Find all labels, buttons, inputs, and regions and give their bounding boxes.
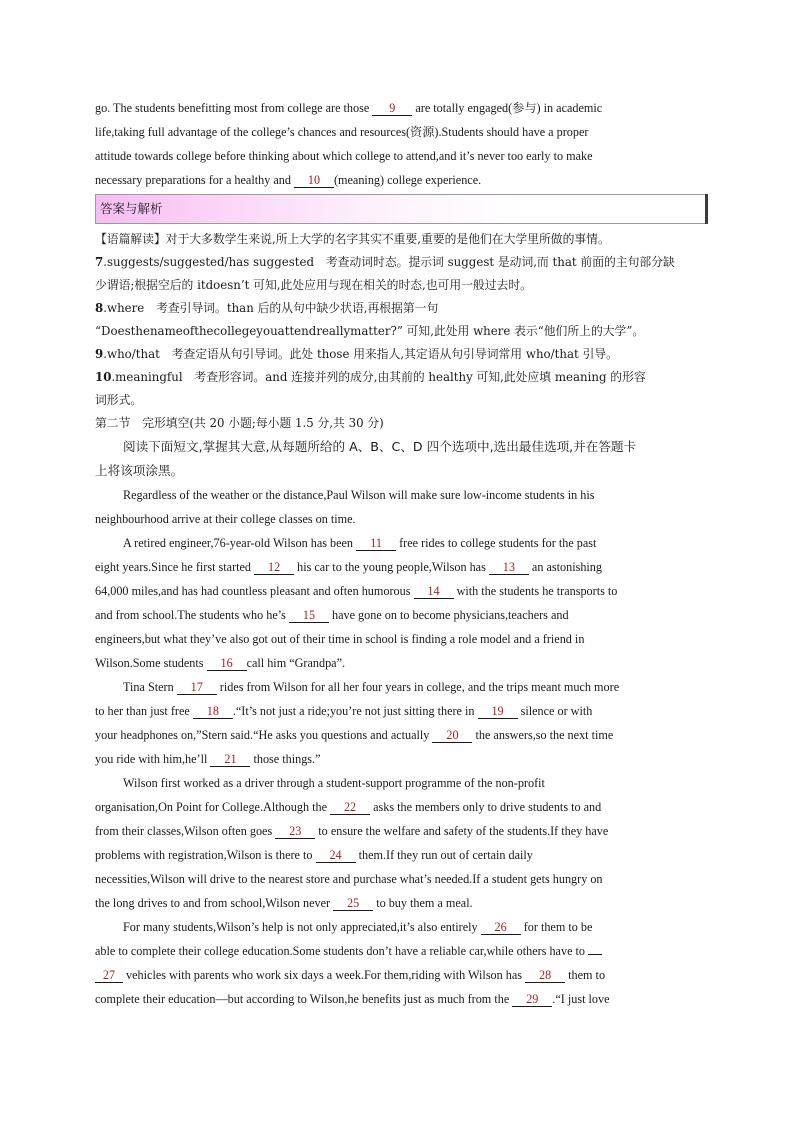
answer-blank-20: 20 (432, 728, 472, 743)
section-2-title: 第二节 完形填空(共 20 小题;每小题 1.5 分,共 30 分) (95, 416, 384, 430)
answer-blank-10: 10 (294, 173, 334, 188)
answer-8-cont: “Doesthenameofthecollegeyouattendreallymatter?” 可知,此处用 where 表示“他们所上的大学”。 (95, 324, 645, 338)
text-line: Regardless of the weather or the distance,Paul Wilson will make sure low-income students in his (123, 488, 595, 502)
answer-blank-24: 24 (316, 848, 356, 863)
section-header-label: 答案与解析 (100, 201, 163, 216)
text-line: and from school.The students who he’s 15 have gone on to become physicians,teachers and (95, 608, 569, 622)
answer-blank-28: 28 (525, 968, 565, 983)
directions-line: 上将该项涂黑。 (95, 463, 184, 478)
answer-blank-12: 12 (254, 560, 294, 575)
cloze-passage (95, 483, 707, 1011)
text-line: neighbourhood arrive at their college classes on time. (95, 512, 356, 526)
answer-10-cont: 词形式。 (95, 393, 143, 407)
answer-blank-15: 15 (289, 608, 329, 623)
answer-blank-19: 19 (478, 704, 518, 719)
answer-blank-21: 21 (210, 752, 250, 767)
answer-blank-22: 22 (330, 800, 370, 815)
text-line: to her than just free 18 .“It’s not just a ride;you’re not just sitting there in 19 silence or with (95, 704, 593, 718)
answer-7-cont: 少谓语;根据空后的 itdoesn’t 可知,此处应用与现在相关的时态,也可用一般过去时。 (95, 278, 532, 292)
answer-blank-14: 14 (414, 584, 454, 599)
answer-blank-26: 26 (481, 920, 521, 935)
text-line: A retired engineer,76-year-old Wilson has been 11 free rides to college students for the past (123, 536, 597, 550)
answer-blank-29: 29 (512, 992, 552, 1007)
answer-blank-9: 9 (372, 101, 412, 116)
text-line: 27 vehicles with parents who work six days a week.For them,riding with Wilson has 28 them to (95, 963, 707, 987)
answer-blank-18: 18 (193, 704, 233, 719)
answer-blank-16: 16 (207, 656, 247, 671)
answer-blank-27: 27 (95, 968, 123, 983)
answer-8: 8.where 考查引导词。than 后的从句中缺少状语,再根据第一句 (95, 301, 439, 315)
text-line: go. The students benefitting most from college are those 9 are totally engaged(参与) in academic (95, 101, 603, 115)
text-line: you ride with him,he’ll 21 those things.” (95, 752, 321, 766)
document-page (95, 96, 707, 1011)
text-line: problems with registration,Wilson is there to 24 them.If they run out of certain daily (95, 848, 533, 862)
answer-blank-13: 13 (489, 560, 529, 575)
text-line: Tina Stern 17 rides from Wilson for all her four years in college, and the trips meant much more (123, 680, 620, 694)
text-line: the long drives to and from school,Wilson never 25 to buy them a meal. (95, 896, 473, 910)
directions (95, 435, 707, 483)
text-line: from their classes,Wilson often goes 23 to ensure the welfare and safety of the students.If they have (95, 824, 609, 838)
text-line: organisation,On Point for College.Although the 22 asks the members only to drive students to and (95, 800, 602, 814)
text-line: your headphones on,”Stern said.“He asks you questions and actually 20 the answers,so the next time (95, 728, 614, 742)
answer-10: 10.meaningful 考查形容词。and 连接并列的成分,由其前的 healthy 可知,此处应填 meaning 的形容 (95, 370, 646, 384)
text-line: able to complete their college education.Some students don’t have a reliable car,while others have to (95, 939, 707, 963)
answer-analysis (95, 228, 707, 435)
text-summary: 【语篇解读】对于大多数学生来说,所上大学的名字其实不重要,重要的是他们在大学里所做的事情。 (95, 232, 610, 246)
answer-9: 9.who/that 考查定语从句引导词。此处 those 用来指人,其定语从句引导词常用 who/that 引导。 (95, 347, 618, 361)
text-line: Wilson first worked as a driver through a student-support programme of the non-profit (123, 776, 545, 790)
text-line: Wilson.Some students 16 call him “Grandpa”. (95, 656, 346, 670)
text-line: engineers,but what they’ve also got out of their time in school is finding a role model and a friend in (95, 632, 585, 646)
answer-blank-27-start (588, 954, 602, 955)
answer-section-header (95, 194, 707, 224)
text-line: eight years.Since he first started 12 his car to the young people,Wilson has 13 an astonishing (95, 560, 602, 574)
text-line: attitude towards college before thinking about which college to attend,and it’s never too early to make (95, 149, 593, 163)
header-edge (705, 194, 708, 224)
answer-7: 7.suggests/suggested/has suggested 考查动词时态。提示词 suggest 是动词,而 that 前面的主句部分缺 (95, 255, 675, 269)
answer-blank-23: 23 (275, 824, 315, 839)
text-line: necessities,Wilson will drive to the nearest store and purchase what’s needed.If a student gets hungry on (95, 872, 603, 886)
text-line: For many students,Wilson’s help is not only appreciated,it’s also entirely 26 for them to be (123, 920, 593, 934)
answer-blank-17: 17 (177, 680, 217, 695)
text-line: life,taking full advantage of the college’s chances and resources(资源).Students should have a proper (95, 125, 589, 139)
text-line: necessary preparations for a healthy and 10 (meaning) college experience. (95, 173, 482, 187)
answer-blank-25: 25 (333, 896, 373, 911)
text-line: 64,000 miles,and has had countless pleasant and often humorous 14 with the students he transports to (95, 584, 618, 598)
directions-line: 阅读下面短文,掌握其大意,从每题所给的 A、B、C、D 四个选项中,选出最佳选项,并在答题卡 (123, 439, 637, 454)
answer-blank-11: 11 (356, 536, 396, 551)
passage-paragraph-end (95, 96, 707, 192)
text-line: complete their education—but according to Wilson,he benefits just as much from the 29 .“I just love (95, 992, 610, 1006)
